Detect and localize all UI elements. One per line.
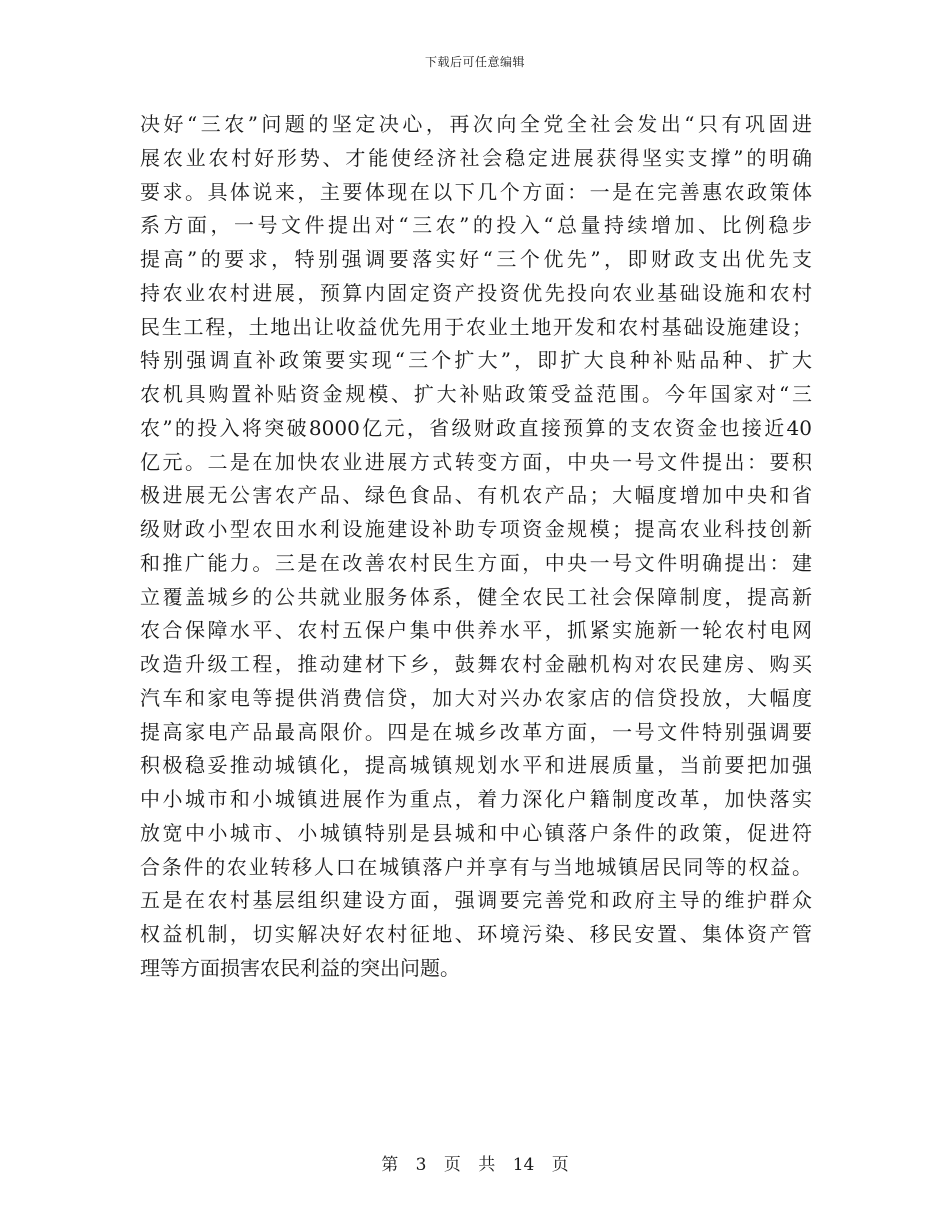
- footer-suffix: 页: [551, 1155, 569, 1175]
- body-line: 改造升级工程，推动建材下乡，鼓舞农村金融机构对农民建房、购买: [140, 652, 812, 676]
- body-line: 五是在农村基层组织建设方面，强调要完善党和政府主导的维护群众: [140, 888, 812, 913]
- body-line: 系方面，一号文件提出对“三农”的投入“总量持续增加、比例稳步: [140, 213, 812, 238]
- body-line: 亿元。二是在加快农业进展方式转变方面，中央一号文件提出：要积: [140, 449, 812, 474]
- body-line: 民生工程，土地出让收益优先用于农业土地开发和农村基础设施建设；: [140, 314, 812, 339]
- body-line: 中小城市和小城镇进展作为重点，着力深化户籍制度改革，加快落实: [140, 787, 812, 811]
- current-page-number: 3: [415, 1155, 427, 1175]
- body-line: 合条件的农业转移人口在城镇落户并享有与当地城镇居民同等的权益。: [140, 854, 812, 879]
- body-line: 提高家电产品最高限价。四是在城乡改革方面，一号文件特别强调要: [140, 719, 812, 744]
- total-page-count: 14: [512, 1155, 535, 1175]
- body-line: 展农业农村好形势、才能使经济社会稳定进展获得坚实支撑”的明确: [140, 145, 812, 170]
- body-line: 级财政小型农田水利设施建设补助专项资金规模；提高农业科技创新: [140, 517, 812, 541]
- footer-prefix: 第: [381, 1155, 399, 1175]
- body-line: 农”的投入将突破8000亿元，省级财政直接预算的支农资金也接近40: [140, 415, 812, 440]
- body-line: 持农业农村进展，预算内固定资产投资优先投向农业基础设施和农村: [140, 280, 812, 305]
- body-line: 和推广能力。三是在改善农村民生方面，中央一号文件明确提出：建: [140, 550, 812, 575]
- footer-total-word: 共: [478, 1155, 496, 1175]
- body-line: 农合保障水平、农村五保户集中供养水平，抓紧实施新一轮农村电网: [140, 618, 812, 643]
- body-line: 立覆盖城乡的公共就业服务体系，健全农民工社会保障制度，提高新: [140, 584, 812, 609]
- body-line: 放宽中小城市、小城镇特别是县城和中心镇落户条件的政策，促进符: [140, 820, 812, 845]
- body-line: 要求。具体说来，主要体现在以下几个方面：一是在完善惠农政策体: [140, 179, 812, 204]
- body-line: 特别强调直补政策要实现“三个扩大”，即扩大良种补贴品种、扩大: [140, 348, 812, 373]
- footer-page-word: 页: [443, 1155, 461, 1175]
- document-body: [140, 108, 812, 986]
- page-header: 下载后可任意编辑: [424, 55, 525, 69]
- body-line: 权益机制，切实解决好农村征地、环境污染、移民安置、集体资产管: [140, 922, 812, 946]
- body-line: 提高”的要求，特别强调要落实好“三个优先”，即财政支出优先支: [140, 247, 812, 271]
- body-line: 农机具购置补贴资金规模、扩大补贴政策受益范围。今年国家对“三: [140, 382, 812, 406]
- body-line: 极进展无公害农产品、绿色食品、有机农产品；大幅度增加中央和省: [140, 483, 812, 508]
- body-line-last: 理等方面损害农民利益的突出问题。: [140, 955, 460, 980]
- body-line: 积极稳妥推动城镇化，提高城镇规划水平和进展质量，当前要把加强: [140, 753, 812, 778]
- body-line: 汽车和家电等提供消费信贷，加大对兴办农家店的信贷投放，大幅度: [140, 685, 812, 710]
- body-line: 决好“三农”问题的坚定决心，再次向全党全社会发出“只有巩固进: [140, 112, 812, 136]
- page-footer: [0, 1154, 950, 1176]
